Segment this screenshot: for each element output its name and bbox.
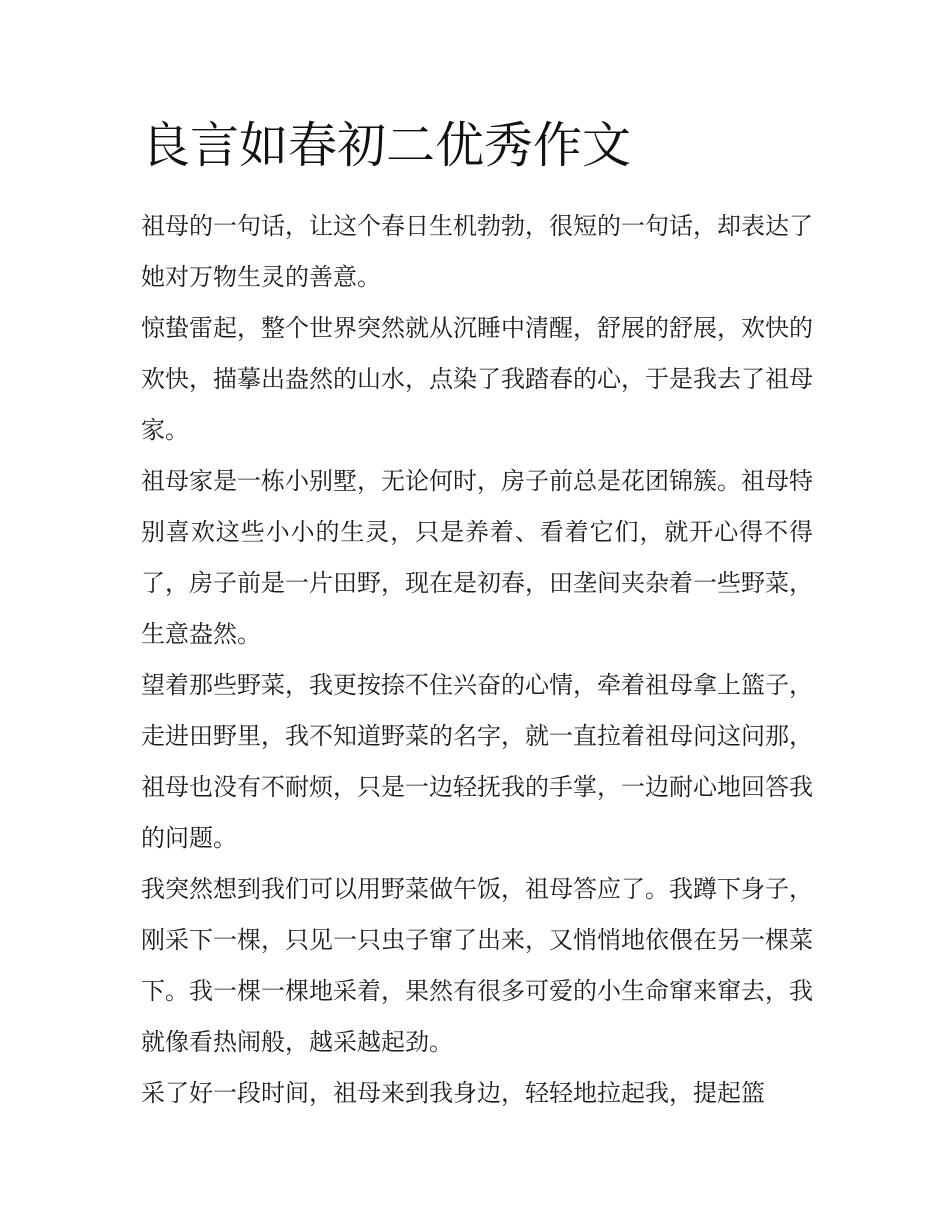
paragraph-6: 采了好一段时间，祖母来到我身边，轻轻地拉起我，提起篮: [141, 1079, 765, 1107]
paragraph-5: 我突然想到我们可以用野菜做午饭，祖母答应了。我蹲下身子，刚采下一棵，只见一只虫子窜了出来，又悄悄地依偎在另一棵菜下。我一棵一棵地采着，果然有很多可爱的小生命窜来窜去，我就像看热闹般，越采越起劲。: [141, 875, 813, 1056]
document-title: 良言如春初二优秀作文: [141, 117, 632, 174]
document-content: [141, 112, 813, 1119]
paragraph-2: 惊蛰雷起，整个世界突然就从沉睡中清醒，舒展的舒展，欢快的欢快，描摹出盎然的山水，点染了我踏春的心，于是我去了祖母家。: [141, 314, 813, 444]
paragraph-3: 祖母家是一栋小别墅，无论何时，房子前总是花团锦簇。祖母特别喜欢这些小小的生灵，只是养着、看着它们，就开心得不得了，房子前是一片田野，现在是初春，田垄间夹杂着一些野菜，生意盎然。: [141, 467, 813, 648]
paragraph-1: 祖母的一句话，让这个春日生机勃勃，很短的一句话，却表达了她对万物生灵的善意。: [141, 212, 813, 291]
paragraph-4: 望着那些野菜，我更按捺不住兴奋的心情，牵着祖母拿上篮子，走进田野里，我不知道野菜的名字，就一直拉着祖母问这问那，祖母也没有不耐烦，只是一边轻抚我的手掌，一边耐心地回答我的问题。: [141, 671, 813, 852]
document-body: [141, 201, 813, 1119]
